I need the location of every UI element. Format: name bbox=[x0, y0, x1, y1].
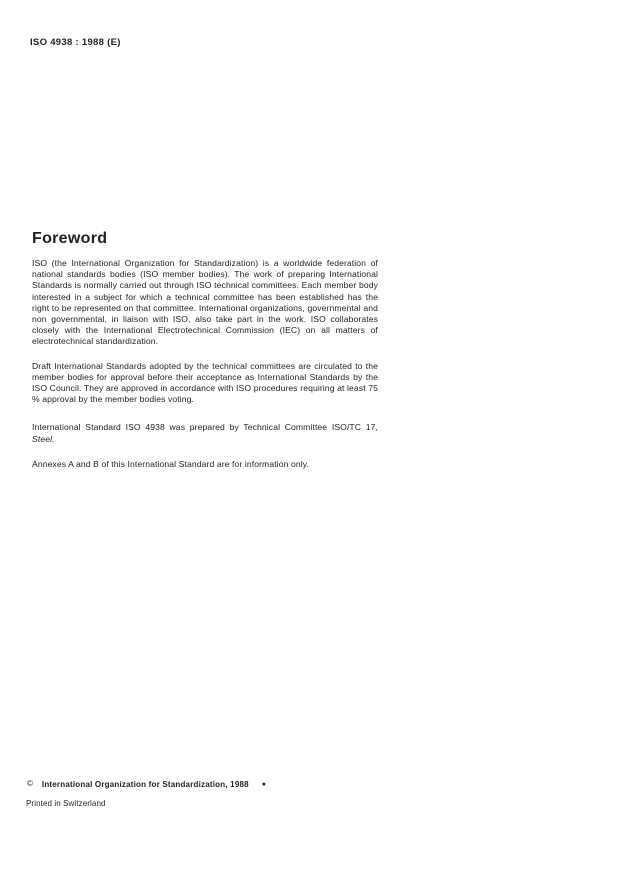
paragraph-iso-federation: ISO (the International Organization for Standardization) is a worldwide federation of national standards bodies (ISO member bodies). The work of preparing International Standards is normally carried out through ISO technical committees. Each member body interested in a subject for which a technical committee has been established has the right to be represented on that committee. International organizations, governmental and non governmental, in liaison with ISO, also take part in the work. ISO collaborates closely with the International Electrotechnical Commission (IEC) on all matters of electrotechnical standardization. bbox=[32, 258, 378, 347]
paragraph-annex-note: Annexes A and B of this International Standard are for information only. bbox=[32, 458, 309, 469]
copyright-line bbox=[27, 780, 266, 789]
paragraph-draft-standards: Draft International Standards adopted by the technical committees are circulated to the member bodies for approval before their acceptance as International Standards by the ISO Council. They are approved in accordance with ISO procedures requiring at least 75 % approval by the member bodies voting. bbox=[32, 360, 378, 405]
committee-text: International Standard ISO 4938 was prepared by Technical Committee ISO/TC 17, bbox=[32, 422, 378, 433]
paragraph-committee bbox=[32, 422, 378, 444]
foreword-body bbox=[32, 258, 378, 470]
bullet-icon: ● bbox=[261, 781, 267, 788]
document-number: ISO 4938 : 1988 (E) bbox=[30, 37, 121, 48]
printed-in: Printed in Switzerland bbox=[26, 799, 106, 808]
copyright-text: International Organization for Standardization, 1988 bbox=[41, 780, 249, 789]
foreword-heading: Foreword bbox=[32, 230, 108, 247]
copyright-icon: © bbox=[27, 779, 33, 788]
committee-name-italic: Steel. bbox=[32, 433, 55, 444]
